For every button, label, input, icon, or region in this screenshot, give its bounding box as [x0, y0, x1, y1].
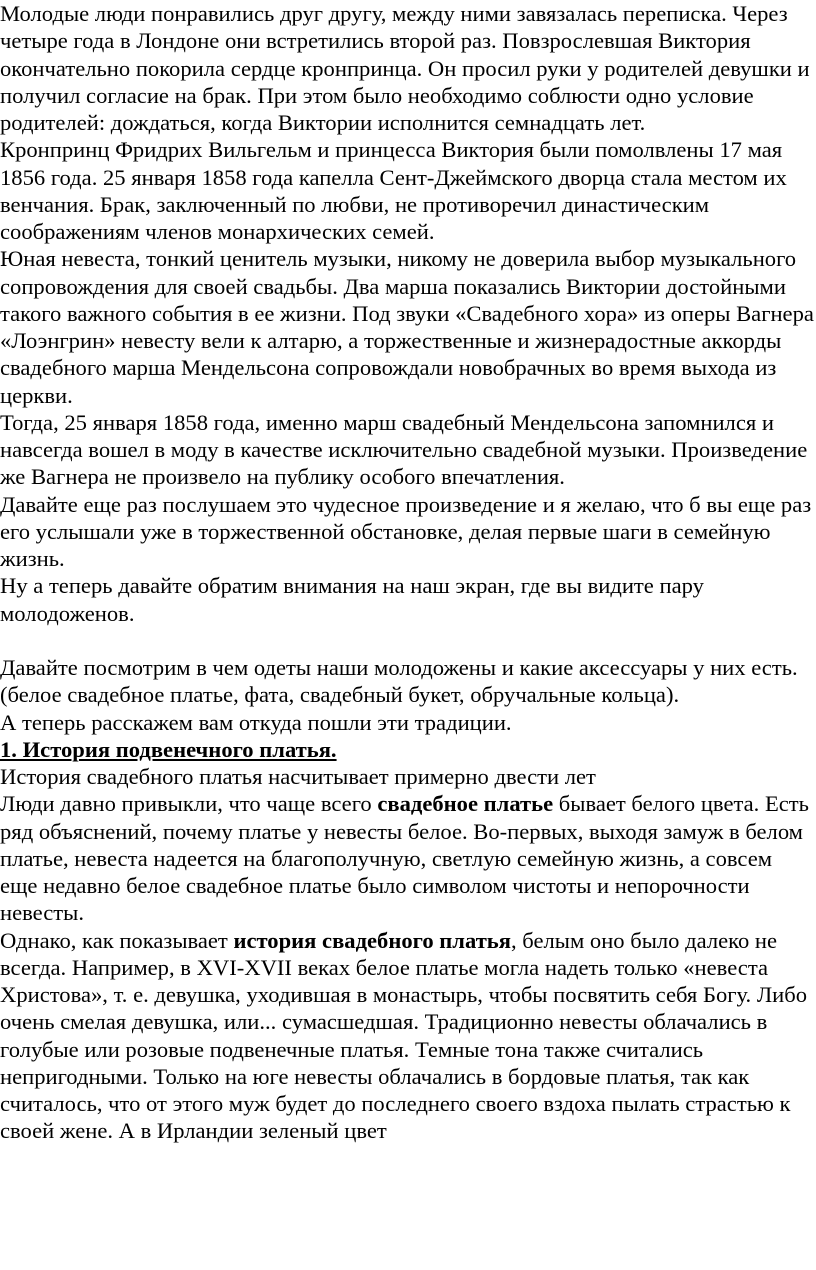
text-run: Однако, как показывает	[0, 927, 234, 953]
section-heading: 1. История подвенечного платья.	[0, 736, 337, 762]
blank-line	[0, 627, 814, 654]
text-run: бывает белого цвета. Есть ряд объяснений, почему платье у невесты белое. Во-первых, выходя замуж в белом платье, невеста надеется на благополучную, светлую семейную жизнь, а совсем еще недавно белое свадебное платье было символом чистоты и непорочности невесты.	[0, 791, 809, 926]
paragraph-listen: Давайте еще раз послушаем это чудесное произведение и я желаю, что б вы еще раз его услышали уже в торжественной обстановке, делая первые шаги в семейную жизнь.	[0, 491, 812, 571]
section-intro: История свадебного платья насчитывает примерно двести лет	[0, 764, 596, 789]
paragraph-music: Юная невеста, тонкий ценитель музыки, никому не доверила выбор музыкального сопровождения для своей свадьбы. Два марша показались Виктории достойными такого важного события в ее жизни. Под звуки «Свадебного хора» из оперы Вагнера «Лоэнгрин» невесту вели к алтарю, а торжественные и жизнерадостные аккорды свадебного марша Мендельсона сопровождали новобрачных во время выхода из церкви.	[0, 246, 814, 408]
paragraph-accessories: Давайте посмотрим в чем одеты наши молодожены и какие аксессуары у них есть. (белое свадебное платье, фата, свадебный букет, обручальные кольца).	[0, 655, 798, 708]
paragraph-meeting: Молодые люди понравились друг другу, между ними завязалась переписка. Через четыре года в Лондоне они встретились второй раз. Повзрослевшая Виктория окончательно покорила сердце кронпринца. Он просил руки у родителей девушки и получил согласие на брак. При этом было необходимо соблюсти одно условие родителей: дождаться, когда Виктории исполнится семнадцать лет.	[0, 1, 810, 135]
paragraph-white-dress	[0, 790, 814, 926]
text-run: , белым оно было далеко не всегда. Например, в XVI-XVII веках белое платье могла надеть только «невеста Христова», т. е. девушка, уходившая в монастырь, чтобы посвятить себя Богу. Либо очень смелая девушка, или... сумасшедшая. Традиционно невесты облачались в голубые или розовые подвенечные платья. Темные тона также считались непригодными. Только на юге невесты облачались в бордовые платья, так как считалось, что от этого муж будет до последнего своего вздоха пылать страстью к своей жене. А в Ирландии зеленый цвет	[0, 927, 808, 1144]
paragraph-mendelssohn: Тогда, 25 января 1858 года, именно марш свадебный Мендельсона запомнился и навсегда вошел в моду в качестве исключительно свадебной музыки. Произведение же Вагнера не произвело на публику особого впечатления.	[0, 409, 808, 490]
paragraph-screen: Ну а теперь давайте обратим внимания на наш экран, где вы видите пару молодоженов.	[0, 573, 704, 626]
paragraph-dress-history	[0, 927, 814, 1145]
text-run: Люди давно привыкли, что чаще всего	[0, 791, 378, 817]
paragraph-engagement: Кронпринц Фридрих Вильгельм и принцесса Виктория были помолвлены 17 мая 1856 года. 25 января 1858 года капелла Сент-Джеймского дворца стала местом их венчания. Брак, заключенный по любви, не противоречил династическим соображениям членов монархических семей.	[0, 137, 787, 244]
bold-term-wedding-dress: свадебное платье	[377, 791, 554, 817]
bold-term-dress-history: история свадебного платья	[233, 927, 511, 953]
paragraph-traditions: А теперь расскажем вам откуда пошли эти традиции.	[0, 709, 512, 735]
